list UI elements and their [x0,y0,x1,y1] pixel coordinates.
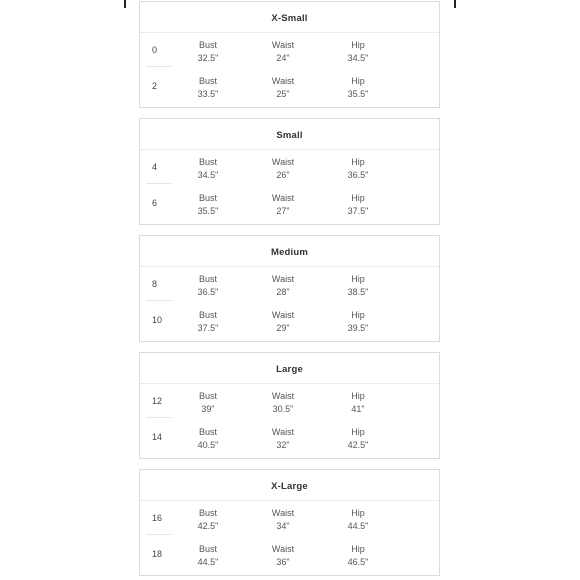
hip-value: 42.5" [347,440,369,450]
waist-value: 27" [276,206,290,216]
hip-value: 34.5" [347,53,369,63]
bust-cell [178,273,238,299]
hip-label: Hip [351,274,365,284]
hip-value: 35.5" [347,89,369,99]
size-divider [146,66,172,67]
bust-value: 34.5" [197,170,219,180]
size-divider [146,417,172,418]
edge-divider-left [124,0,126,8]
waist-cell [253,426,313,452]
waist-value: 34" [276,521,290,531]
size-row [140,501,439,537]
waist-label: Waist [271,508,295,518]
hip-label: Hip [351,427,365,437]
waist-value: 24" [276,53,290,63]
size-section-large [139,352,440,459]
size-number: 12 [152,396,163,406]
bust-cell [178,156,238,182]
size-row [140,186,439,222]
bust-label: Bust [198,40,217,50]
hip-cell [328,309,388,335]
section-title: Small [140,119,439,150]
waist-value: 26" [276,170,290,180]
hip-cell [328,39,388,65]
size-divider [146,534,172,535]
hip-value: 36.5" [347,170,369,180]
waist-value: 25" [276,89,290,99]
waist-label: Waist [271,193,295,203]
size-row [140,69,439,105]
bust-label: Bust [198,310,217,320]
bust-label: Bust [198,508,217,518]
hip-cell [328,75,388,101]
size-row [140,420,439,456]
hip-cell [328,156,388,182]
size-section-x-small [139,1,440,108]
bust-cell [178,39,238,65]
bust-value: 40.5" [197,440,219,450]
waist-label: Waist [271,391,295,401]
section-title: Medium [140,236,439,267]
waist-value: 36" [276,557,290,567]
hip-value: 37.5" [347,206,369,216]
section-title: X-Small [140,2,439,33]
waist-cell [253,390,313,416]
hip-cell [328,192,388,218]
waist-value: 28" [276,287,290,297]
hip-label: Hip [351,76,365,86]
waist-label: Waist [271,76,295,86]
hip-cell [328,426,388,452]
bust-label: Bust [198,274,217,284]
waist-cell [253,192,313,218]
bust-value: 32.5" [197,53,219,63]
waist-cell [253,39,313,65]
hip-cell [328,507,388,533]
size-row [140,267,439,303]
waist-value: 30.5" [272,404,294,414]
size-row [140,150,439,186]
section-title: X-Large [140,470,439,501]
hip-label: Hip [351,193,365,203]
bust-cell [178,309,238,335]
waist-value: 29" [276,323,290,333]
size-number: 18 [152,549,163,559]
hip-label: Hip [351,40,365,50]
waist-cell [253,273,313,299]
size-row [140,303,439,339]
size-number: 6 [152,198,158,208]
bust-value: 39" [201,404,215,414]
size-divider [146,300,172,301]
waist-label: Waist [271,157,295,167]
waist-label: Waist [271,544,295,554]
waist-cell [253,309,313,335]
waist-cell [253,156,313,182]
bust-label: Bust [198,193,217,203]
bust-value: 33.5" [197,89,219,99]
hip-cell [328,543,388,569]
waist-label: Waist [271,427,295,437]
hip-label: Hip [351,310,365,320]
size-section-x-large [139,469,440,576]
size-row [140,537,439,573]
size-number: 2 [152,81,158,91]
size-section-small [139,118,440,225]
bust-label: Bust [198,391,217,401]
hip-cell [328,390,388,416]
hip-value: 39.5" [347,323,369,333]
bust-value: 36.5" [197,287,219,297]
size-number: 14 [152,432,163,442]
waist-label: Waist [271,310,295,320]
bust-label: Bust [198,427,217,437]
hip-value: 41" [351,404,365,414]
bust-value: 44.5" [197,557,219,567]
bust-value: 35.5" [197,206,219,216]
size-number: 16 [152,513,163,523]
size-row [140,384,439,420]
section-title: Large [140,353,439,384]
bust-cell [178,507,238,533]
size-number: 4 [152,162,158,172]
edge-divider-right [454,0,456,8]
waist-cell [253,543,313,569]
hip-label: Hip [351,157,365,167]
bust-label: Bust [198,544,217,554]
waist-value: 32" [276,440,290,450]
bust-cell [178,426,238,452]
hip-label: Hip [351,508,365,518]
size-section-medium [139,235,440,342]
size-divider [146,183,172,184]
bust-value: 37.5" [197,323,219,333]
bust-value: 42.5" [197,521,219,531]
bust-cell [178,543,238,569]
bust-cell [178,75,238,101]
bust-cell [178,390,238,416]
waist-cell [253,75,313,101]
hip-label: Hip [351,391,365,401]
waist-cell [253,507,313,533]
bust-label: Bust [198,157,217,167]
hip-value: 38.5" [347,287,369,297]
size-number: 10 [152,315,163,325]
waist-label: Waist [271,40,295,50]
hip-value: 46.5" [347,557,369,567]
hip-cell [328,273,388,299]
size-number: 8 [152,279,158,289]
bust-cell [178,192,238,218]
hip-value: 44.5" [347,521,369,531]
size-number: 0 [152,45,158,55]
waist-label: Waist [271,274,295,284]
hip-label: Hip [351,544,365,554]
bust-label: Bust [198,76,217,86]
size-row [140,33,439,69]
